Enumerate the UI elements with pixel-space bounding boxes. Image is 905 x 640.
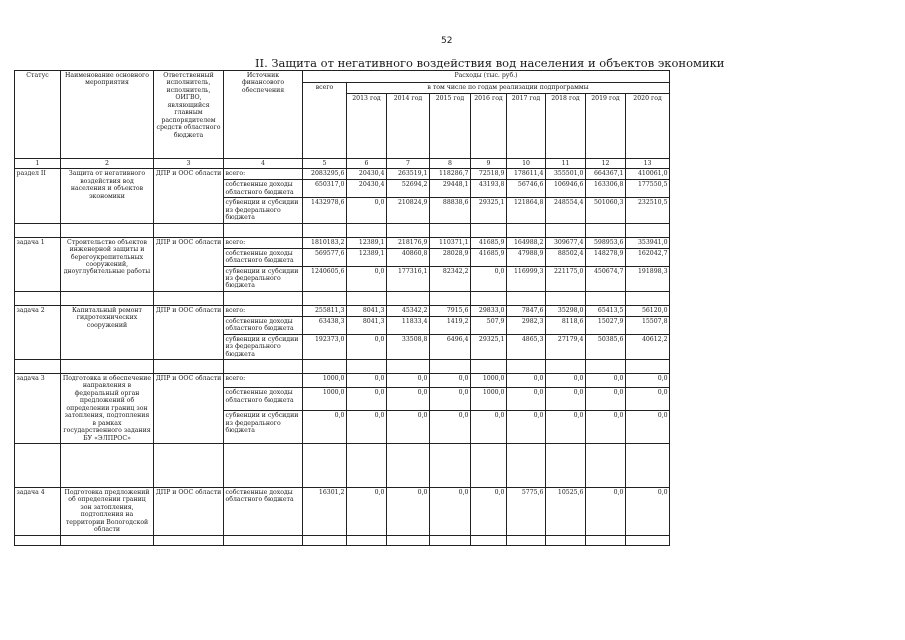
row-responsible: ДПР и ООС области [154, 374, 224, 444]
row-activity-name: Защита от негативного воздействия вод населения и объектов экономики [61, 169, 154, 223]
row-value: 110371,1 [430, 237, 471, 248]
header-expenses: Расходы (тыс. руб.) [303, 71, 670, 83]
row-value: 35298,0 [546, 305, 586, 316]
column-number: 6 [347, 159, 387, 169]
row-value: 27179,4 [546, 334, 586, 359]
row-value: 20430,4 [347, 169, 387, 180]
row-value: 56120,0 [626, 305, 670, 316]
header-year: 2016 год [471, 94, 507, 159]
row-value: 47988,9 [507, 248, 546, 266]
row-value: 29833,0 [471, 305, 507, 316]
row-value: 52694,2 [387, 180, 430, 198]
row-value: 7915,6 [430, 305, 471, 316]
row-value: 0,0 [626, 487, 670, 535]
row-status: задача 2 [15, 305, 61, 359]
row-value: 0,0 [471, 487, 507, 535]
row-value: 0,0 [430, 388, 471, 411]
spacer-cell [224, 443, 303, 487]
spacer-cell [626, 535, 670, 545]
row-value: 82342,2 [430, 266, 471, 291]
row-value: 0,0 [347, 266, 387, 291]
row-value: 0,0 [626, 388, 670, 411]
row-status: задача 4 [15, 487, 61, 535]
row-value: 20430,4 [347, 180, 387, 198]
row-value: 0,0 [507, 388, 546, 411]
header-year: 2017 год [507, 94, 546, 159]
row-value: 191898,3 [626, 266, 670, 291]
spacer-cell [15, 291, 61, 305]
row-value: 41685,9 [471, 237, 507, 248]
row-value: 12389,1 [347, 248, 387, 266]
row-value: 1419,2 [430, 316, 471, 334]
row-value: 1000,0 [303, 388, 347, 411]
row-responsible: ДПР и ООС области [154, 237, 224, 291]
column-number: 9 [471, 159, 507, 169]
row-funding-source: всего: [224, 374, 303, 388]
spacer-cell [347, 443, 387, 487]
row-value: 0,0 [546, 411, 586, 444]
spacer-cell [154, 535, 224, 545]
spacer-cell [471, 291, 507, 305]
row-value: 0,0 [586, 374, 626, 388]
group-spacer [15, 535, 670, 545]
row-funding-source: субвенции и субсидии из федерального бюджета [224, 198, 303, 223]
row-value: 0,0 [347, 487, 387, 535]
column-number: 5 [303, 159, 347, 169]
spacer-cell [15, 443, 61, 487]
spacer-cell [586, 223, 626, 237]
row-value: 4865,3 [507, 334, 546, 359]
row-value: 50385,6 [586, 334, 626, 359]
row-value: 41685,9 [471, 248, 507, 266]
row-funding-source: всего: [224, 305, 303, 316]
column-number: 3 [154, 159, 224, 169]
page-number: 52 [441, 36, 453, 46]
row-value: 0,0 [387, 487, 430, 535]
spacer-cell [507, 223, 546, 237]
spacer-cell [507, 535, 546, 545]
row-value: 0,0 [303, 411, 347, 444]
column-number-row [15, 159, 670, 169]
spacer-cell [430, 443, 471, 487]
row-value: 88838,6 [430, 198, 471, 223]
spacer-cell [471, 360, 507, 374]
spacer-cell [626, 360, 670, 374]
spacer-cell [347, 223, 387, 237]
spacer-cell [471, 223, 507, 237]
row-funding-source: субвенции и субсидии из федерального бюджета [224, 266, 303, 291]
row-value: 0,0 [586, 487, 626, 535]
spacer-cell [546, 443, 586, 487]
row-value: 15027,9 [586, 316, 626, 334]
row-value: 0,0 [430, 374, 471, 388]
row-value: 33508,8 [387, 334, 430, 359]
column-number: 10 [507, 159, 546, 169]
section-title: II. Защита от негативного воздействия вод населения и объектов экономики [255, 56, 725, 70]
spacer-cell [586, 360, 626, 374]
row-funding-source: собственные доходы областного бюджета [224, 248, 303, 266]
row-value: 2982,3 [507, 316, 546, 334]
spacer-cell [586, 291, 626, 305]
row-value: 0,0 [626, 374, 670, 388]
column-number: 2 [61, 159, 154, 169]
group-spacer [15, 360, 670, 374]
spacer-cell [61, 223, 154, 237]
header-source: Источник финансового обеспечения [224, 71, 303, 159]
spacer-cell [430, 360, 471, 374]
row-value: 1432978,6 [303, 198, 347, 223]
row-funding-source: собственные доходы областного бюджета [224, 316, 303, 334]
column-number: 12 [586, 159, 626, 169]
row-value: 1000,0 [471, 374, 507, 388]
column-number: 13 [626, 159, 670, 169]
spacer-cell [546, 535, 586, 545]
spacer-cell [626, 443, 670, 487]
row-value: 29325,1 [471, 198, 507, 223]
row-value: 10525,6 [546, 487, 586, 535]
column-number: 11 [546, 159, 586, 169]
spacer-cell [546, 360, 586, 374]
row-funding-source: собственные доходы областного бюджета [224, 487, 303, 535]
spacer-cell [507, 360, 546, 374]
row-value: 0,0 [387, 411, 430, 444]
row-value: 106946,6 [546, 180, 586, 198]
spacer-cell [387, 535, 430, 545]
header-by-years: в том числе по годам реализации подпрограммы [347, 83, 670, 94]
row-value: 0,0 [546, 388, 586, 411]
spacer-cell [154, 223, 224, 237]
spacer-cell [154, 291, 224, 305]
column-number: 8 [430, 159, 471, 169]
spacer-cell [586, 443, 626, 487]
row-value: 569577,6 [303, 248, 347, 266]
row-funding-source: всего: [224, 237, 303, 248]
header-total: всего [303, 83, 347, 159]
spacer-cell [507, 291, 546, 305]
row-value: 16301,2 [303, 487, 347, 535]
row-value: 8041,3 [347, 305, 387, 316]
row-value: 450674,7 [586, 266, 626, 291]
row-value: 56746,6 [507, 180, 546, 198]
table-row [15, 305, 670, 316]
row-value: 8118,6 [546, 316, 586, 334]
row-value: 0,0 [347, 411, 387, 444]
spacer-cell [430, 223, 471, 237]
spacer-cell [546, 223, 586, 237]
spacer-cell [61, 360, 154, 374]
row-value: 8041,3 [347, 316, 387, 334]
row-value: 5775,6 [507, 487, 546, 535]
row-value: 192373,0 [303, 334, 347, 359]
row-value: 0,0 [546, 374, 586, 388]
header-year: 2015 год [430, 94, 471, 159]
row-responsible: ДПР и ООС области [154, 305, 224, 359]
spacer-cell [471, 535, 507, 545]
spacer-cell [347, 360, 387, 374]
budget-table [14, 70, 670, 546]
spacer-cell [61, 291, 154, 305]
spacer-cell [347, 535, 387, 545]
row-value: 0,0 [347, 334, 387, 359]
row-value: 263519,1 [387, 169, 430, 180]
row-value: 45342,2 [387, 305, 430, 316]
row-funding-source: всего: [224, 169, 303, 180]
row-value: 88502,4 [546, 248, 586, 266]
row-funding-source: собственные доходы областного бюджета [224, 388, 303, 411]
row-value: 221175,0 [546, 266, 586, 291]
spacer-cell [303, 535, 347, 545]
table-row [15, 374, 670, 388]
row-activity-name: Строительство объектов инженерной защиты и берегоукрепительных сооружений, дноуглубительные работы [61, 237, 154, 291]
row-value: 177316,1 [387, 266, 430, 291]
spacer-cell [61, 443, 154, 487]
row-value: 248554,4 [546, 198, 586, 223]
row-activity-name: Капитальный ремонт гидротехнических сооружений [61, 305, 154, 359]
row-activity-name: Подготовка и обеспечение направления в федеральный орган предложений об определении границ зон затопления, подтопления в рамках государственного задания БУ «ЭЛПРОС» [61, 374, 154, 444]
row-value: 1000,0 [303, 374, 347, 388]
spacer-cell [626, 223, 670, 237]
row-value: 218176,9 [387, 237, 430, 248]
spacer-cell [15, 535, 61, 545]
row-value: 65413,5 [586, 305, 626, 316]
table-row [15, 487, 670, 535]
spacer-cell [303, 360, 347, 374]
row-value: 0,0 [387, 374, 430, 388]
row-value: 29448,1 [430, 180, 471, 198]
header-row-main [15, 71, 670, 83]
row-value: 72518,9 [471, 169, 507, 180]
header-responsible: Ответственный исполнитель, исполнитель, ОИГВО, являющийся главным распорядителем средств областного бюджета [154, 71, 224, 159]
table-body [15, 169, 670, 545]
row-funding-source: субвенции и субсидии из федерального бюджета [224, 411, 303, 444]
row-value: 43193,8 [471, 180, 507, 198]
row-value: 0,0 [430, 487, 471, 535]
row-value: 410061,0 [626, 169, 670, 180]
row-value: 0,0 [347, 198, 387, 223]
row-value: 0,0 [387, 388, 430, 411]
row-value: 255811,3 [303, 305, 347, 316]
row-value: 353941,0 [626, 237, 670, 248]
spacer-cell [303, 223, 347, 237]
column-number: 7 [387, 159, 430, 169]
column-number: 4 [224, 159, 303, 169]
row-value: 28028,9 [430, 248, 471, 266]
group-spacer [15, 443, 670, 487]
row-responsible: ДПР и ООС области [154, 487, 224, 535]
header-year: 2018 год [546, 94, 586, 159]
row-value: 0,0 [586, 388, 626, 411]
spacer-cell [154, 360, 224, 374]
row-value: 116999,3 [507, 266, 546, 291]
spacer-cell [303, 291, 347, 305]
row-status: задача 3 [15, 374, 61, 444]
spacer-cell [471, 443, 507, 487]
spacer-cell [387, 291, 430, 305]
row-value: 0,0 [471, 266, 507, 291]
spacer-cell [586, 535, 626, 545]
row-value: 7847,6 [507, 305, 546, 316]
row-value: 11833,4 [387, 316, 430, 334]
row-value: 15507,8 [626, 316, 670, 334]
row-value: 0,0 [347, 388, 387, 411]
row-value: 121864,8 [507, 198, 546, 223]
spacer-cell [546, 291, 586, 305]
row-status: задача 1 [15, 237, 61, 291]
row-value: 177550,5 [626, 180, 670, 198]
spacer-cell [626, 291, 670, 305]
row-value: 1240605,6 [303, 266, 347, 291]
row-value: 40860,8 [387, 248, 430, 266]
row-value: 501060,3 [586, 198, 626, 223]
row-funding-source: собственные доходы областного бюджета [224, 180, 303, 198]
spacer-cell [507, 443, 546, 487]
row-value: 0,0 [430, 411, 471, 444]
header-name: Наименование основного мероприятия [61, 71, 154, 159]
row-value: 178611,4 [507, 169, 546, 180]
spacer-cell [224, 360, 303, 374]
row-activity-name: Подготовка предложений об определении границ зон затопления, подтопления на территории Вологодской области [61, 487, 154, 535]
row-value: 0,0 [507, 374, 546, 388]
row-value: 664367,1 [586, 169, 626, 180]
group-spacer [15, 291, 670, 305]
table-row [15, 237, 670, 248]
row-value: 598953,6 [586, 237, 626, 248]
spacer-cell [154, 443, 224, 487]
spacer-cell [387, 443, 430, 487]
row-value: 1810183,2 [303, 237, 347, 248]
spacer-cell [15, 223, 61, 237]
row-value: 355501,0 [546, 169, 586, 180]
row-value: 0,0 [507, 411, 546, 444]
header-year: 2013 год [347, 94, 387, 159]
table-row [15, 169, 670, 180]
row-value: 0,0 [471, 411, 507, 444]
row-value: 309677,4 [546, 237, 586, 248]
row-value: 0,0 [347, 374, 387, 388]
spacer-cell [430, 535, 471, 545]
row-value: 232510,5 [626, 198, 670, 223]
group-spacer [15, 223, 670, 237]
row-value: 63438,3 [303, 316, 347, 334]
row-value: 210824,9 [387, 198, 430, 223]
row-funding-source: субвенции и субсидии из федерального бюджета [224, 334, 303, 359]
row-value: 40612,2 [626, 334, 670, 359]
row-responsible: ДПР и ООС области [154, 169, 224, 223]
row-value: 164988,2 [507, 237, 546, 248]
spacer-cell [224, 535, 303, 545]
row-status: раздел II [15, 169, 61, 223]
row-value: 118286,7 [430, 169, 471, 180]
spacer-cell [15, 360, 61, 374]
spacer-cell [430, 291, 471, 305]
spacer-cell [387, 223, 430, 237]
spacer-cell [224, 223, 303, 237]
column-number: 1 [15, 159, 61, 169]
row-value: 1000,0 [471, 388, 507, 411]
row-value: 12389,1 [347, 237, 387, 248]
row-value: 507,9 [471, 316, 507, 334]
row-value: 6496,4 [430, 334, 471, 359]
header-status: Статус [15, 71, 61, 159]
row-value: 162042,7 [626, 248, 670, 266]
row-value: 0,0 [626, 411, 670, 444]
spacer-cell [347, 291, 387, 305]
row-value: 0,0 [586, 411, 626, 444]
header-year: 2014 год [387, 94, 430, 159]
header-year: 2019 год [586, 94, 626, 159]
row-value: 29325,1 [471, 334, 507, 359]
spacer-cell [61, 535, 154, 545]
row-value: 2083295,6 [303, 169, 347, 180]
spacer-cell [387, 360, 430, 374]
spacer-cell [224, 291, 303, 305]
header-year: 2020 год [626, 94, 670, 159]
spacer-cell [303, 443, 347, 487]
row-value: 163306,8 [586, 180, 626, 198]
row-value: 650317,0 [303, 180, 347, 198]
row-value: 148278,9 [586, 248, 626, 266]
